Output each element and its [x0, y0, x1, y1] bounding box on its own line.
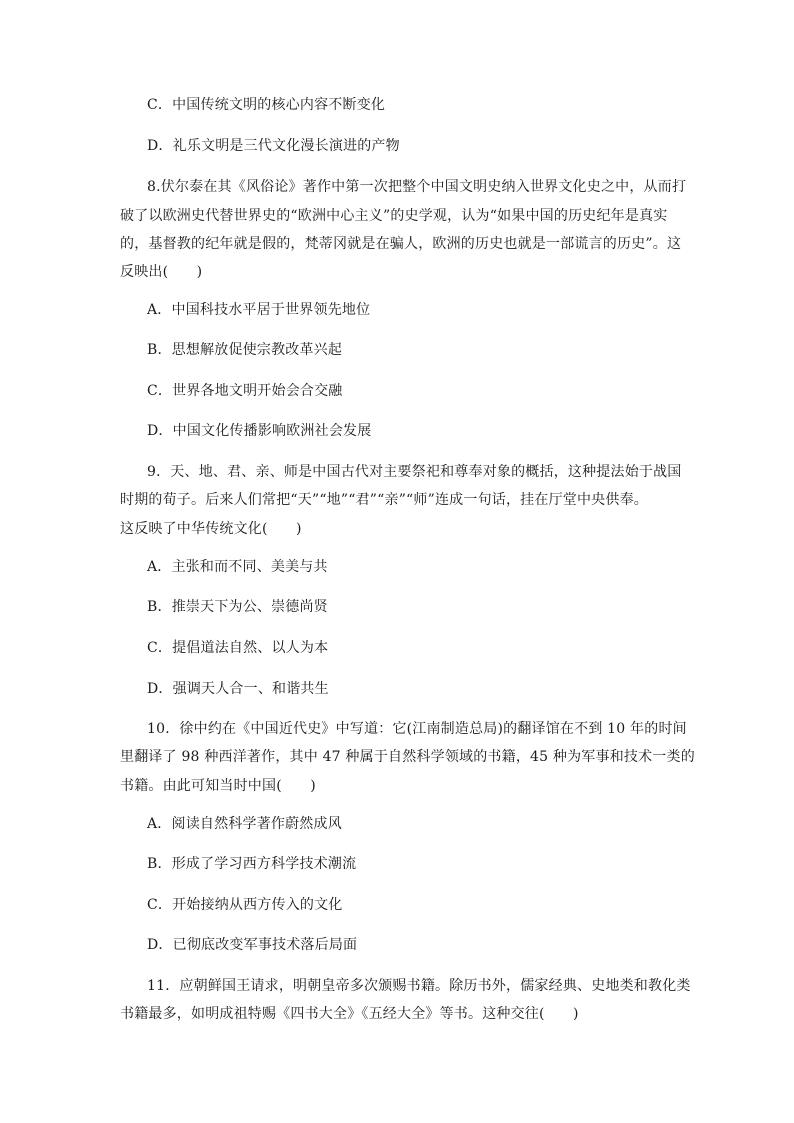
q7-option-d: D．礼乐文明是三代文化漫长演进的产物 — [147, 138, 400, 154]
q11-stem-line-1: 11．应朝鲜国王请求，明朝皇帝多次颁赐书籍。除历书外，儒家经典、史地类和教化类 — [147, 978, 691, 994]
q9-stem-line-3: 这反映了中华传统文化( ) — [120, 521, 302, 537]
q9-option-a: A．主张和而不同、美美与共 — [147, 559, 328, 575]
q10-stem-line-1: 10．徐中约在《中国近代史》中写道：它(江南制造总局)的翻译馆在不到 10 年的时间 — [147, 721, 687, 737]
q9-stem-line-2: 时期的荀子。后来人们常把“天”“地”“君”“亲”“师”连成一句话，挂在厅堂中央供奉。 — [120, 492, 648, 508]
q9-option-d: D．强调天人合一、和谐共生 — [147, 681, 329, 697]
q9-option-b: B．推崇天下为公、崇德尚贤 — [147, 599, 328, 615]
q8-stem-line-2: 破了以欧洲史代替世界史的“欧洲中心主义”的史学观，认为“如果中国的历史纪年是真实 — [120, 208, 668, 224]
q8-stem-line-1: 8.伏尔泰在其《风俗论》著作中第一次把整个中国文明史纳入世界文化史之中，从而打 — [147, 179, 687, 195]
q10-stem-line-3: 书籍。由此可知当时中国( ) — [120, 778, 316, 794]
q7-option-c: C．中国传统文明的核心内容不断变化 — [147, 97, 386, 113]
q8-option-a: A．中国科技水平居于世界领先地位 — [147, 302, 371, 318]
q8-stem-line-3: 的，基督教的纪年就是假的，梵蒂冈就是在骗人，欧洲的历史也就是一部谎言的历史”。这 — [120, 236, 682, 252]
q8-option-d: D．中国文化传播影响欧洲社会发展 — [147, 423, 372, 439]
q10-stem-line-2: 里翻译了 98 种西洋著作，其中 47 种属于自然科学领域的书籍，45 种为军事和技术一类的 — [120, 749, 695, 765]
q9-stem-line-1: 9．天、地、君、亲、师是中国古代对主要祭祀和尊奉对象的概括，这种提法始于战国 — [147, 464, 682, 480]
q11-stem-line-2: 书籍最多，如明成祖特赐《四书大全》《五经大全》等书。这种交往( ) — [120, 1006, 579, 1022]
q9-option-c: C．提倡道法自然、以人为本 — [147, 640, 329, 656]
q10-option-a: A．阅读自然科学著作蔚然成风 — [147, 816, 342, 832]
q10-option-b: B．形成了学习西方科学技术潮流 — [147, 856, 357, 872]
q8-stem-line-4: 反映出( ) — [120, 264, 203, 280]
q10-option-d: D．已彻底改变军事技术落后局面 — [147, 937, 358, 953]
q8-option-c: C．世界各地文明开始会合交融 — [147, 383, 343, 399]
q10-option-c: C．开始接纳从西方传入的文化 — [147, 897, 343, 913]
q8-option-b: B．思想解放促使宗教改革兴起 — [147, 342, 343, 358]
